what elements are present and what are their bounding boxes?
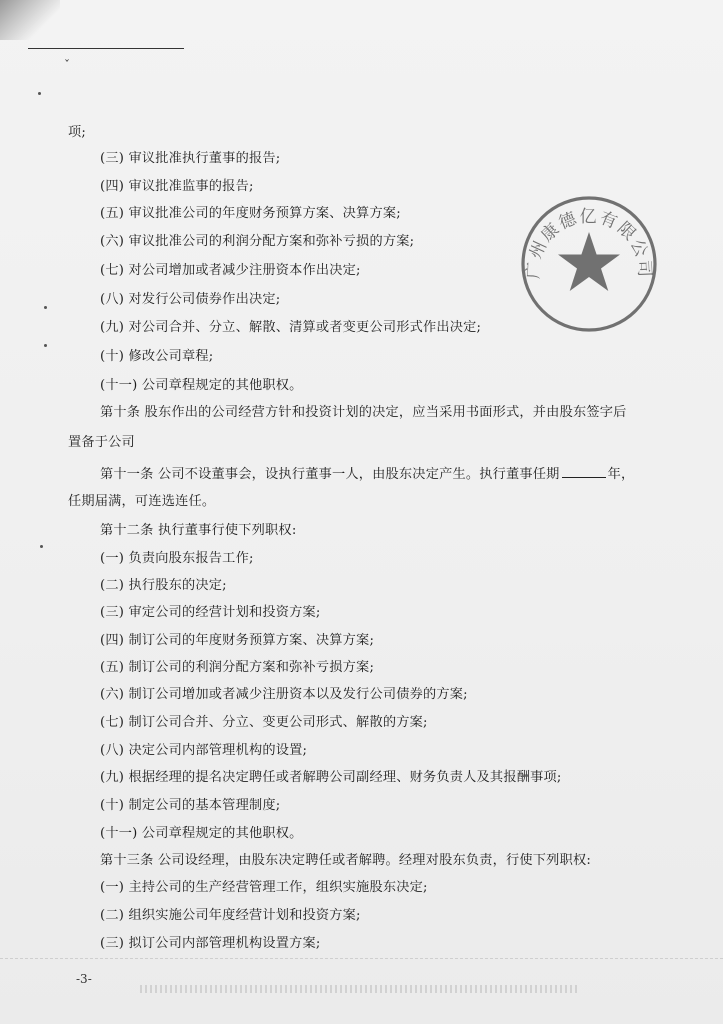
- scan-mark: ˇ: [64, 58, 70, 72]
- scan-corner-shadow: [0, 0, 60, 40]
- text-line: (九) 根据经理的提名决定聘任或者解聘公司副经理、财务负责人及其报酬事项;: [100, 770, 562, 785]
- text-line: (七) 制订公司合并、分立、变更公司形式、解散的方案;: [100, 715, 428, 730]
- text-line: (十一) 公司章程规定的其他职权。: [100, 826, 303, 841]
- text-line: (七) 对公司增加或者减少注册资本作出决定;: [100, 263, 361, 278]
- article-12: 第十二条 执行董事行使下列职权:: [100, 523, 297, 538]
- company-seal: [519, 194, 659, 334]
- footer-rule: [0, 958, 723, 959]
- text-line: (五) 审议批准公司的年度财务预算方案、决算方案;: [100, 206, 401, 221]
- text-line: (三) 审定公司的经营计划和投资方案;: [100, 605, 321, 620]
- text-line: (五) 制订公司的利润分配方案和弥补亏损方案;: [100, 660, 375, 675]
- scan-speck: [38, 92, 41, 95]
- text-line: (十) 制定公司的基本管理制度;: [100, 798, 281, 813]
- text-line: 项;: [68, 125, 87, 140]
- text-line: (一) 主持公司的生产经营管理工作，组织实施股东决定;: [100, 880, 428, 895]
- scan-speck: [40, 545, 43, 548]
- page-number: -3-: [76, 972, 92, 986]
- text-line: (十一) 公司章程规定的其他职权。: [100, 378, 303, 393]
- text-line: (九) 对公司合并、分立、解散、清算或者变更公司形式作出决定;: [100, 320, 482, 335]
- text-line: (八) 决定公司内部管理机构的设置;: [100, 743, 308, 758]
- text-line: (三) 拟订公司内部管理机构设置方案;: [100, 936, 321, 951]
- header-rule: [28, 48, 184, 49]
- seal-text: 广州康德亿有限公司: [523, 206, 655, 280]
- text-line: (一) 负责向股东报告工作;: [100, 551, 254, 566]
- text-line: (六) 审议批准公司的利润分配方案和弥补亏损的方案;: [100, 234, 415, 249]
- text-line: (十) 修改公司章程;: [100, 349, 214, 364]
- scan-speck: [44, 344, 47, 347]
- text-line: (八) 对发行公司债券作出决定;: [100, 292, 281, 307]
- article-11-continuation: 任期届满，可连选连任。: [68, 494, 216, 509]
- article-11: [100, 465, 634, 484]
- text-line: (四) 制订公司的年度财务预算方案、决算方案;: [100, 633, 375, 648]
- text-line: (六) 制订公司增加或者减少注册资本以及发行公司债券的方案;: [100, 687, 468, 702]
- text-line: (三) 审议批准执行董事的报告;: [100, 151, 281, 166]
- article-10: 第十条 股东作出的公司经营方针和投资计划的决定，应当采用书面形式，并由股东签字后: [100, 405, 627, 420]
- text-line: (二) 执行股东的决定;: [100, 578, 227, 593]
- article-11-unit: 年，: [607, 467, 635, 482]
- article-10-continuation: 置备于公司: [68, 435, 135, 450]
- text-line: (二) 组织实施公司年度经营计划和投资方案;: [100, 908, 361, 923]
- article-13: 第十三条 公司设经理，由股东决定聘任或者解聘。经理对股东负责，行使下列职权:: [100, 853, 591, 868]
- term-blank: [562, 465, 606, 478]
- star-icon: [558, 232, 620, 291]
- text-line: (四) 审议批准监事的报告;: [100, 179, 254, 194]
- scan-noise: [140, 985, 580, 993]
- article-11-text: 第十一条 公司不设董事会，设执行董事一人，由股东决定产生。执行董事任期: [100, 467, 560, 482]
- scan-speck: [44, 306, 47, 309]
